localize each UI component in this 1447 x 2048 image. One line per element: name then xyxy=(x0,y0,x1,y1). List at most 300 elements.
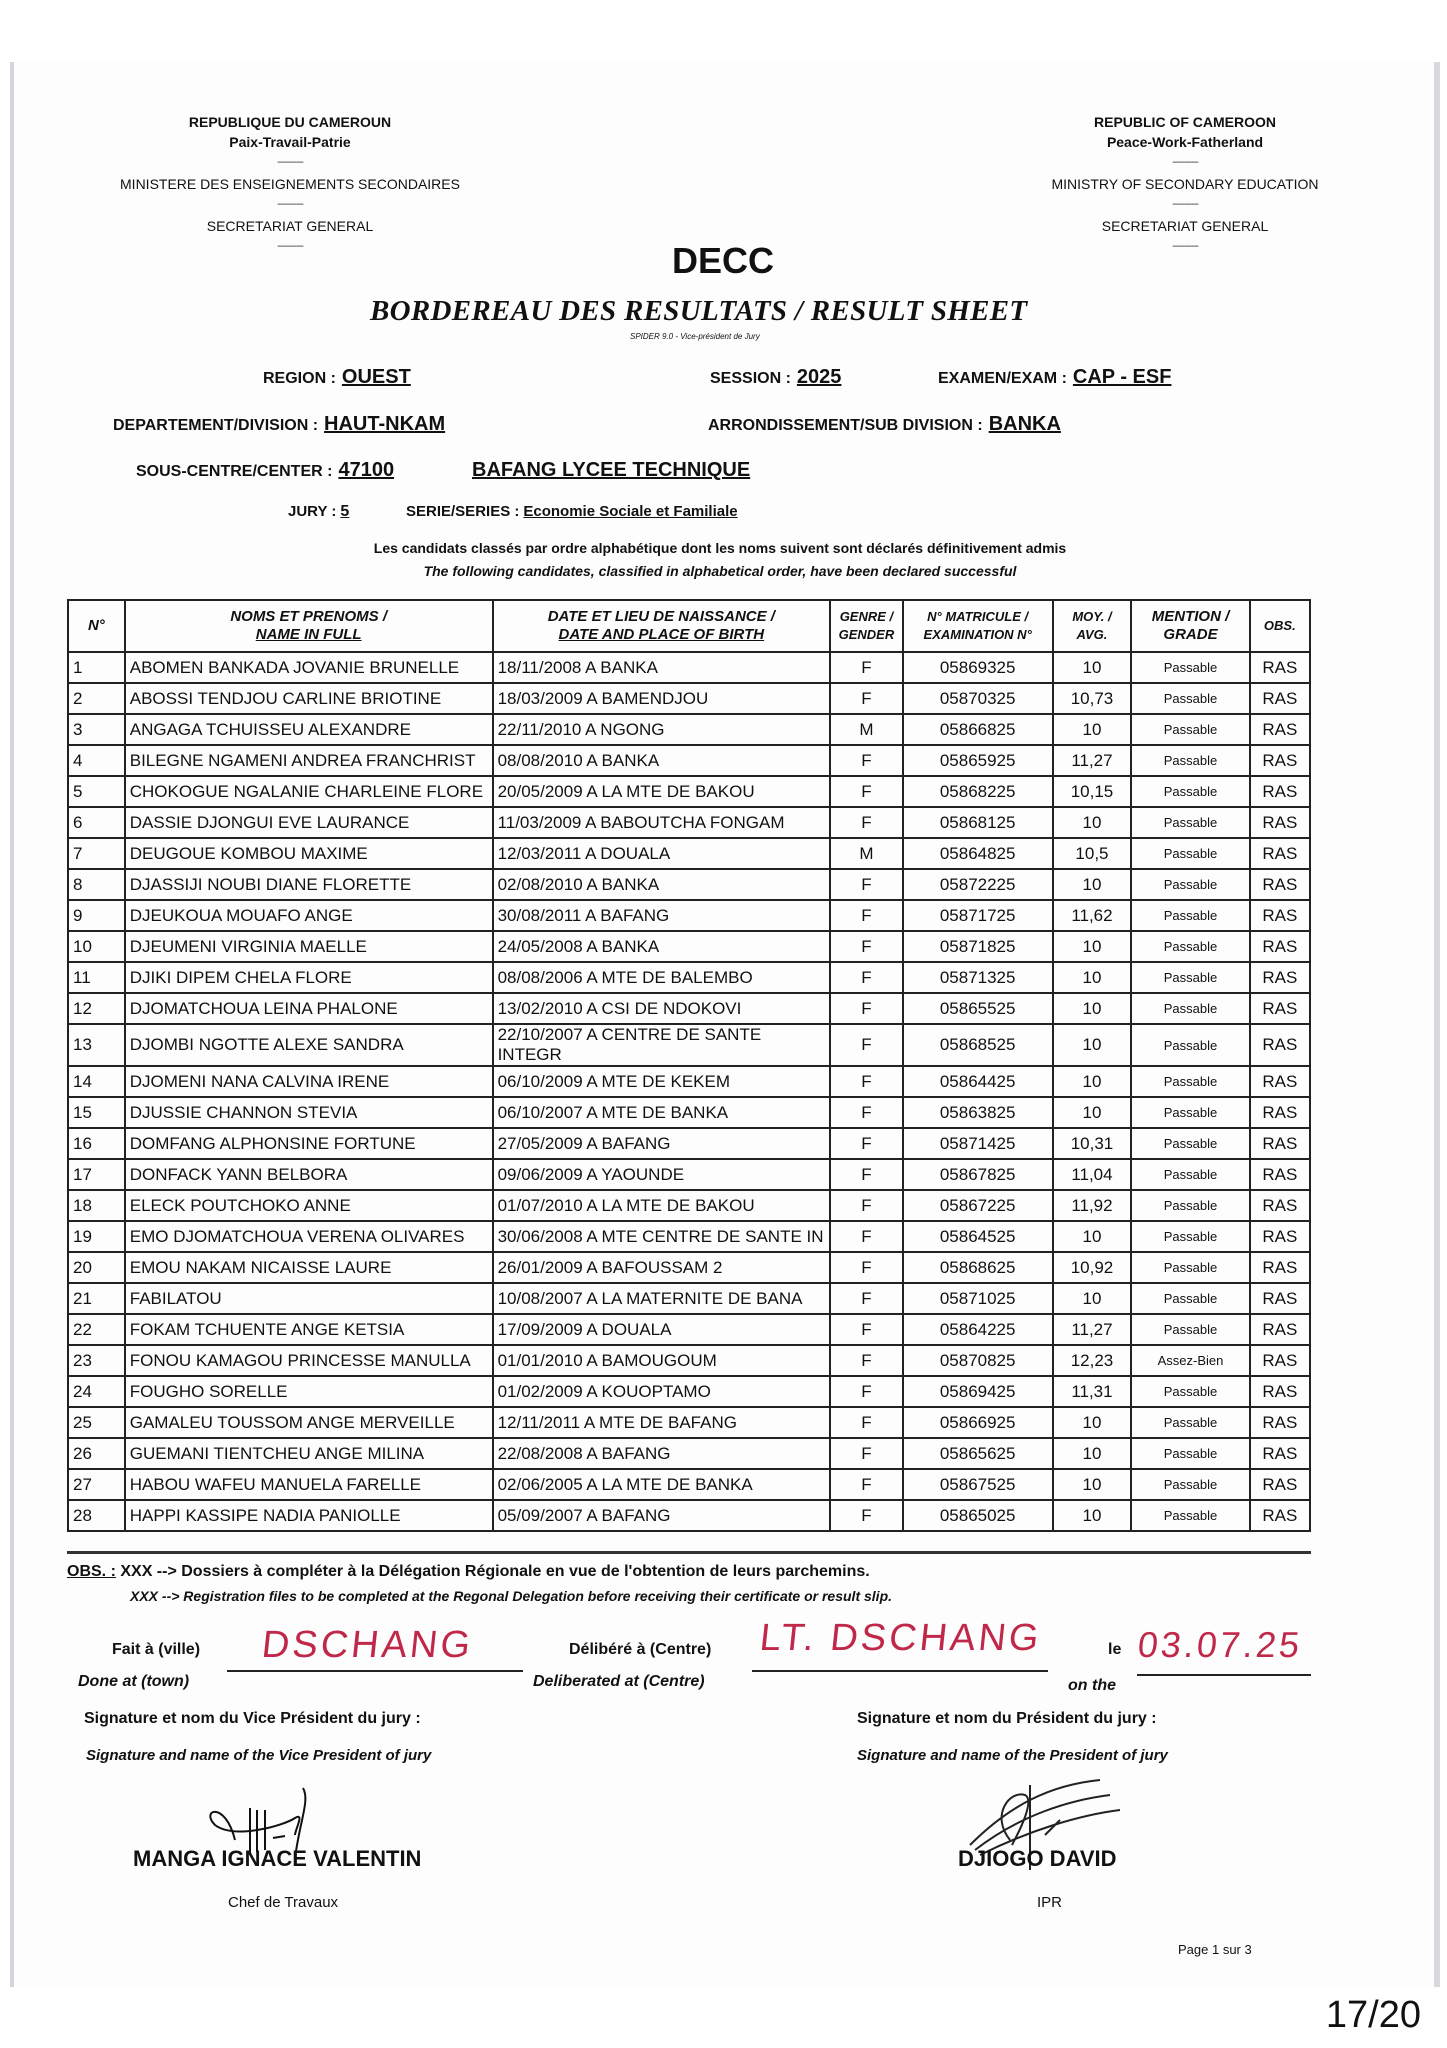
grade: Passable xyxy=(1131,931,1249,962)
exam-field: EXAMEN/EXAM : CAP - ESF xyxy=(938,366,1172,388)
average: 10 xyxy=(1053,993,1132,1024)
grade: Passable xyxy=(1131,1438,1249,1469)
grade: Passable xyxy=(1131,1314,1249,1345)
birth-date-place: 30/06/2008 A MTE CENTRE DE SANTE IN xyxy=(493,1221,831,1252)
birth-date-place: 12/03/2011 A DOUALA xyxy=(493,838,831,869)
average: 10 xyxy=(1053,714,1132,745)
grade: Passable xyxy=(1131,1097,1249,1128)
grade: Assez-Bien xyxy=(1131,1345,1249,1376)
table-row xyxy=(68,745,1310,776)
table-row xyxy=(68,838,1310,869)
exam-number: 05868625 xyxy=(903,1252,1053,1283)
observation: RAS xyxy=(1250,1345,1310,1376)
table-row xyxy=(68,1376,1310,1407)
candidate-name: EMO DJOMATCHOUA VERENA OLIVARES xyxy=(125,1221,493,1252)
average: 10 xyxy=(1053,1500,1132,1531)
average: 10,15 xyxy=(1053,776,1132,807)
table-row xyxy=(68,683,1310,714)
exam-number: 05866925 xyxy=(903,1407,1053,1438)
observation: RAS xyxy=(1250,962,1310,993)
candidate-name: ANGAGA TCHUISSEU ALEXANDRE xyxy=(125,714,493,745)
table-row xyxy=(68,931,1310,962)
exam-number: 05871325 xyxy=(903,962,1053,993)
ministry-fr: MINISTERE DES ENSEIGNEMENTS SECONDAIRES xyxy=(120,176,460,192)
exam-number: 05865525 xyxy=(903,993,1053,1024)
birth-date-place: 02/06/2005 A LA MTE DE BANKA xyxy=(493,1469,831,1500)
table-row xyxy=(68,776,1310,807)
row-number: 2 xyxy=(68,683,125,714)
col-header-name: NOMS ET PRENOMS / NAME IN FULL xyxy=(125,600,493,652)
gender: F xyxy=(830,776,903,807)
gender: F xyxy=(830,1314,903,1345)
average: 10 xyxy=(1053,1407,1132,1438)
table-row xyxy=(68,1500,1310,1531)
country-en: REPUBLIC OF CAMEROON xyxy=(1094,114,1276,130)
exam-number: 05871725 xyxy=(903,900,1053,931)
gender: F xyxy=(830,962,903,993)
gender: F xyxy=(830,807,903,838)
row-number: 22 xyxy=(68,1314,125,1345)
row-number: 18 xyxy=(68,1190,125,1221)
candidate-name: DJIKI DIPEM CHELA FLORE xyxy=(125,962,493,993)
grade: Passable xyxy=(1131,1221,1249,1252)
candidate-name: HAPPI KASSIPE NADIA PANIOLLE xyxy=(125,1500,493,1531)
exam-number: 05864425 xyxy=(903,1066,1053,1097)
observation: RAS xyxy=(1250,807,1310,838)
exam-number: 05864525 xyxy=(903,1221,1053,1252)
col-header-grade: MENTION / GRADE xyxy=(1131,600,1249,652)
president-title: IPR xyxy=(1037,1894,1063,1911)
birth-date-place: 08/08/2010 A BANKA xyxy=(493,745,831,776)
birth-date-place: 01/01/2010 A BAMOUGOUM xyxy=(493,1345,831,1376)
row-number: 20 xyxy=(68,1252,125,1283)
gender: F xyxy=(830,745,903,776)
exam-number: 05865925 xyxy=(903,745,1053,776)
candidate-name: GUEMANI TIENTCHEU ANGE MILINA xyxy=(125,1438,493,1469)
gender: F xyxy=(830,1469,903,1500)
table-row xyxy=(68,1314,1310,1345)
exam-number: 05872225 xyxy=(903,869,1053,900)
motto-en: Peace-Work-Fatherland xyxy=(1106,134,1264,150)
done-at-label-en: Done at (town) xyxy=(78,1673,190,1690)
header-left xyxy=(90,112,490,258)
grade: Passable xyxy=(1131,807,1249,838)
grade: Passable xyxy=(1131,1407,1249,1438)
candidate-name: BILEGNE NGAMENI ANDREA FRANCHRIST xyxy=(125,745,493,776)
observation: RAS xyxy=(1250,1252,1310,1283)
grade: Passable xyxy=(1131,1159,1249,1190)
birth-date-place: 13/02/2010 A CSI DE NDOKOVI xyxy=(493,993,831,1024)
col-header-gender: GENRE / GENDER xyxy=(830,600,903,652)
results-table xyxy=(67,599,1311,1532)
average: 10,73 xyxy=(1053,683,1132,714)
col-header-exam-number: N° MATRICULE / EXAMINATION N° xyxy=(903,600,1053,652)
average: 11,31 xyxy=(1053,1376,1132,1407)
grade: Passable xyxy=(1131,838,1249,869)
observation: RAS xyxy=(1250,931,1310,962)
president-signature-label-fr: Signature et nom du Président du jury : xyxy=(857,1710,1157,1727)
average: 10 xyxy=(1053,807,1132,838)
exam-number: 05870825 xyxy=(903,1345,1053,1376)
candidate-name: ABOMEN BANKADA JOVANIE BRUNELLE xyxy=(125,652,493,683)
exam-number: 05867825 xyxy=(903,1159,1053,1190)
document-title: BORDEREAU DES RESULTATS / RESULT SHEET xyxy=(370,295,1028,327)
jury-value: 5 xyxy=(340,503,350,520)
birth-date-place: 18/11/2008 A BANKA xyxy=(493,652,831,683)
header-right xyxy=(985,112,1385,258)
birth-date-place: 06/10/2007 A MTE DE BANKA xyxy=(493,1097,831,1128)
grade: Passable xyxy=(1131,1252,1249,1283)
image-counter: 17/20 xyxy=(1325,1994,1421,2036)
done-at-line xyxy=(227,1670,523,1672)
average: 10 xyxy=(1053,1221,1132,1252)
table-row xyxy=(68,1345,1310,1376)
candidate-name: FABILATOU xyxy=(125,1283,493,1314)
obs-note-fr: OBS. : XXX --> Dossiers à compléter à la Délégation Régionale en vue de l'obtention de leurs parchemins. xyxy=(67,1563,870,1580)
table-row xyxy=(68,1283,1310,1314)
president-name: DJIOGO DAVID xyxy=(958,1846,1117,1871)
candidate-name: FONOU KAMAGOU PRINCESSE MANULLA xyxy=(125,1345,493,1376)
motto-fr: Paix-Travail-Patrie xyxy=(229,134,351,150)
subdivision-value: BANKA xyxy=(988,413,1061,435)
gender: F xyxy=(830,1252,903,1283)
average: 10 xyxy=(1053,1024,1132,1066)
observation: RAS xyxy=(1250,683,1310,714)
grade: Passable xyxy=(1131,900,1249,931)
average: 11,27 xyxy=(1053,745,1132,776)
row-number: 4 xyxy=(68,745,125,776)
secretariat-en: SECRETARIAT GENERAL xyxy=(1101,218,1269,234)
table-row xyxy=(68,1159,1310,1190)
exam-number: 05868225 xyxy=(903,776,1053,807)
session-field: SESSION : 2025 xyxy=(710,366,842,388)
row-number: 7 xyxy=(68,838,125,869)
gender: F xyxy=(830,1024,903,1066)
average: 10,31 xyxy=(1053,1128,1132,1159)
center-code: 47100 xyxy=(338,459,395,481)
candidate-name: EMOU NAKAM NICAISSE LAURE xyxy=(125,1252,493,1283)
birth-date-place: 01/07/2010 A LA MTE DE BAKOU xyxy=(493,1190,831,1221)
table-row xyxy=(68,1190,1310,1221)
series-value: Economie Sociale et Familiale xyxy=(523,503,738,520)
average: 10 xyxy=(1053,1438,1132,1469)
table-header-row xyxy=(68,600,1310,652)
observation: RAS xyxy=(1250,1221,1310,1252)
birth-date-place: 22/10/2007 A CENTRE DE SANTE INTEGR xyxy=(493,1024,831,1066)
candidate-name: DJUSSIE CHANNON STEVIA xyxy=(125,1097,493,1128)
gender: F xyxy=(830,900,903,931)
observation: RAS xyxy=(1250,1407,1310,1438)
gender: F xyxy=(830,1221,903,1252)
gender: F xyxy=(830,1066,903,1097)
birth-date-place: 24/05/2008 A BANKA xyxy=(493,931,831,962)
session-value: 2025 xyxy=(796,366,842,388)
birth-date-place: 01/02/2009 A KOUOPTAMO xyxy=(493,1376,831,1407)
obs-label: OBS. : xyxy=(67,1563,116,1580)
gender: F xyxy=(830,1407,903,1438)
observation: RAS xyxy=(1250,1024,1310,1066)
birth-date-place: 22/11/2010 A NGONG xyxy=(493,714,831,745)
table-row xyxy=(68,1221,1310,1252)
table-row xyxy=(68,714,1310,745)
separator: ----------- xyxy=(1172,199,1198,210)
grade: Passable xyxy=(1131,776,1249,807)
row-number: 27 xyxy=(68,1469,125,1500)
separator: ----------- xyxy=(277,241,303,252)
gender: F xyxy=(830,1283,903,1314)
deliberated-label-fr: Délibéré à (Centre) xyxy=(569,1641,712,1658)
gender: M xyxy=(830,714,903,745)
exam-number: 05864225 xyxy=(903,1314,1053,1345)
row-number: 19 xyxy=(68,1221,125,1252)
birth-date-place: 09/06/2009 A YAOUNDE xyxy=(493,1159,831,1190)
birth-date-place: 12/11/2011 A MTE DE BAFANG xyxy=(493,1407,831,1438)
table-row xyxy=(68,1469,1310,1500)
exam-number: 05869425 xyxy=(903,1376,1053,1407)
region-value: OUEST xyxy=(341,366,411,388)
birth-date-place: 27/05/2009 A BAFANG xyxy=(493,1128,831,1159)
average: 10 xyxy=(1053,1469,1132,1500)
row-number: 14 xyxy=(68,1066,125,1097)
row-number: 15 xyxy=(68,1097,125,1128)
divider xyxy=(67,1551,1311,1554)
observation: RAS xyxy=(1250,1159,1310,1190)
row-number: 23 xyxy=(68,1345,125,1376)
table-row xyxy=(68,807,1310,838)
candidate-name: HABOU WAFEU MANUELA FARELLE xyxy=(125,1469,493,1500)
row-number: 12 xyxy=(68,993,125,1024)
candidate-name: DONFACK YANN BELBORA xyxy=(125,1159,493,1190)
candidate-name: GAMALEU TOUSSOM ANGE MERVEILLE xyxy=(125,1407,493,1438)
birth-date-place: 20/05/2009 A LA MTE DE BAKOU xyxy=(493,776,831,807)
grade: Passable xyxy=(1131,1469,1249,1500)
grade: Passable xyxy=(1131,993,1249,1024)
observation: RAS xyxy=(1250,1190,1310,1221)
vp-signature-label-en: Signature and name of the Vice President of jury xyxy=(86,1747,432,1764)
gender: M xyxy=(830,838,903,869)
gender: F xyxy=(830,1190,903,1221)
exam-number: 05868125 xyxy=(903,807,1053,838)
subdivision-field: ARRONDISSEMENT/SUB DIVISION : BANKA xyxy=(708,413,1061,435)
exam-number: 05863825 xyxy=(903,1097,1053,1128)
separator: ----------- xyxy=(277,157,303,168)
table-row xyxy=(68,1252,1310,1283)
birth-date-place: 08/08/2006 A MTE DE BALEMBO xyxy=(493,962,831,993)
candidate-name: DJASSIJI NOUBI DIANE FLORETTE xyxy=(125,869,493,900)
row-number: 9 xyxy=(68,900,125,931)
table-row xyxy=(68,1438,1310,1469)
observation: RAS xyxy=(1250,776,1310,807)
grade: Passable xyxy=(1131,683,1249,714)
average: 10 xyxy=(1053,1066,1132,1097)
average: 10 xyxy=(1053,869,1132,900)
row-number: 13 xyxy=(68,1024,125,1066)
row-number: 17 xyxy=(68,1159,125,1190)
done-at-label-fr: Fait à (ville) xyxy=(112,1641,201,1658)
row-number: 3 xyxy=(68,714,125,745)
secretariat-fr: SECRETARIAT GENERAL xyxy=(206,218,374,234)
gender: F xyxy=(830,1128,903,1159)
vp-signature-label-fr: Signature et nom du Vice Président du jury : xyxy=(84,1710,421,1727)
row-number: 8 xyxy=(68,869,125,900)
table-row xyxy=(68,1128,1310,1159)
date-label-en: on the xyxy=(1068,1677,1116,1694)
candidate-name: DASSIE DJONGUI EVE LAURANCE xyxy=(125,807,493,838)
gender: F xyxy=(830,1345,903,1376)
table-row xyxy=(68,652,1310,683)
observation: RAS xyxy=(1250,714,1310,745)
deliberated-label-en: Deliberated at (Centre) xyxy=(533,1673,705,1690)
exam-number: 05867525 xyxy=(903,1469,1053,1500)
gender: F xyxy=(830,993,903,1024)
table-row xyxy=(68,869,1310,900)
center-field: SOUS-CENTRE/CENTER : 47100 xyxy=(136,459,395,481)
gender: F xyxy=(830,683,903,714)
grade: Passable xyxy=(1131,1376,1249,1407)
declaration-en: The following candidates, classified in alphabetical order, have been declared successful xyxy=(423,563,1017,579)
candidate-name: CHOKOGUE NGALANIE CHARLEINE FLORE xyxy=(125,776,493,807)
average: 11,04 xyxy=(1053,1159,1132,1190)
observation: RAS xyxy=(1250,745,1310,776)
ministry-en: MINISTRY OF SECONDARY EDUCATION xyxy=(1051,176,1319,192)
average: 10 xyxy=(1053,652,1132,683)
birth-date-place: 26/01/2009 A BAFOUSSAM 2 xyxy=(493,1252,831,1283)
observation: RAS xyxy=(1250,1500,1310,1531)
grade: Passable xyxy=(1131,869,1249,900)
row-number: 25 xyxy=(68,1407,125,1438)
candidate-name: DJOMENI NANA CALVINA IRENE xyxy=(125,1066,493,1097)
exam-number: 05871425 xyxy=(903,1128,1053,1159)
candidate-name: DEUGOUE KOMBOU MAXIME xyxy=(125,838,493,869)
date-handwritten: 03.07.25 xyxy=(1135,1624,1305,1665)
gender: F xyxy=(830,652,903,683)
president-signature-label-en: Signature and name of the President of jury xyxy=(857,1747,1168,1764)
average: 10 xyxy=(1053,1283,1132,1314)
grade: Passable xyxy=(1131,652,1249,683)
average: 10,92 xyxy=(1053,1252,1132,1283)
obs-note-en: XXX --> Registration files to be completed at the Regonal Delegation before receiving their certificate or result slip. xyxy=(130,1588,893,1604)
average: 10 xyxy=(1053,1097,1132,1128)
gender: F xyxy=(830,1097,903,1128)
candidate-name: DJOMATCHOUA LEINA PHALONE xyxy=(125,993,493,1024)
exam-number: 05870325 xyxy=(903,683,1053,714)
col-header-average: MOY. / AVG. xyxy=(1053,600,1132,652)
region-field: REGION : OUEST xyxy=(263,366,411,388)
candidate-name: DJEUMENI VIRGINIA MAELLE xyxy=(125,931,493,962)
gender: F xyxy=(830,1438,903,1469)
row-number: 16 xyxy=(68,1128,125,1159)
average: 10,5 xyxy=(1053,838,1132,869)
document-subtitle: SPIDER 9.0 - Vice-président de Jury xyxy=(630,332,760,341)
grade: Passable xyxy=(1131,1283,1249,1314)
candidate-name: FOKAM TCHUENTE ANGE KETSIA xyxy=(125,1314,493,1345)
col-header-obs: OBS. xyxy=(1250,600,1310,652)
birth-date-place: 06/10/2009 A MTE DE KEKEM xyxy=(493,1066,831,1097)
gender: F xyxy=(830,1376,903,1407)
gender: F xyxy=(830,931,903,962)
separator: ----------- xyxy=(1172,241,1198,252)
grade: Passable xyxy=(1131,1066,1249,1097)
division-field: DEPARTEMENT/DIVISION : HAUT-NKAM xyxy=(113,413,446,435)
gender: F xyxy=(830,1159,903,1190)
birth-date-place: 05/09/2007 A BAFANG xyxy=(493,1500,831,1531)
birth-date-place: 02/08/2010 A BANKA xyxy=(493,869,831,900)
col-header-birth: DATE ET LIEU DE NAISSANCE / DATE AND PLACE OF BIRTH xyxy=(493,600,831,652)
center-name: BAFANG LYCEE TECHNIQUE xyxy=(472,459,751,481)
exam-number: 05871825 xyxy=(903,931,1053,962)
date-label-fr: le xyxy=(1108,1641,1122,1658)
average: 12,23 xyxy=(1053,1345,1132,1376)
candidate-name: FOUGHO SORELLE xyxy=(125,1376,493,1407)
org-name: DECC xyxy=(672,240,775,281)
exam-number: 05865625 xyxy=(903,1438,1053,1469)
observation: RAS xyxy=(1250,1128,1310,1159)
candidate-name: DOMFANG ALPHONSINE FORTUNE xyxy=(125,1128,493,1159)
observation: RAS xyxy=(1250,993,1310,1024)
row-number: 28 xyxy=(68,1500,125,1531)
table-row xyxy=(68,1407,1310,1438)
row-number: 11 xyxy=(68,962,125,993)
col-header-number: N° xyxy=(68,600,125,652)
page-info: Page 1 sur 3 xyxy=(1178,1942,1252,1957)
country-fr: REPUBLIQUE DU CAMEROUN xyxy=(188,114,392,130)
observation: RAS xyxy=(1250,838,1310,869)
grade: Passable xyxy=(1131,1190,1249,1221)
exam-number: 05864825 xyxy=(903,838,1053,869)
row-number: 6 xyxy=(68,807,125,838)
candidate-name: ELECK POUTCHOKO ANNE xyxy=(125,1190,493,1221)
date-line xyxy=(1137,1674,1311,1676)
exam-number: 05871025 xyxy=(903,1283,1053,1314)
row-number: 10 xyxy=(68,931,125,962)
gender: F xyxy=(830,1500,903,1531)
row-number: 21 xyxy=(68,1283,125,1314)
division-value: HAUT-NKAM xyxy=(324,413,446,435)
table-row xyxy=(68,993,1310,1024)
deliberated-line xyxy=(752,1670,1048,1672)
results-body xyxy=(68,652,1310,1531)
table-row xyxy=(68,962,1310,993)
exam-number: 05867225 xyxy=(903,1190,1053,1221)
jury-field: JURY : 5 xyxy=(288,503,350,520)
separator: ----------- xyxy=(277,199,303,210)
table-row xyxy=(68,1097,1310,1128)
average: 10 xyxy=(1053,962,1132,993)
candidate-name: DJOMBI NGOTTE ALEXE SANDRA xyxy=(125,1024,493,1066)
observation: RAS xyxy=(1250,1314,1310,1345)
grade: Passable xyxy=(1131,962,1249,993)
birth-date-place: 10/08/2007 A LA MATERNITE DE BANA xyxy=(493,1283,831,1314)
average: 10 xyxy=(1053,931,1132,962)
grade: Passable xyxy=(1131,1128,1249,1159)
row-number: 5 xyxy=(68,776,125,807)
observation: RAS xyxy=(1250,1438,1310,1469)
observation: RAS xyxy=(1250,1283,1310,1314)
birth-date-place: 22/08/2008 A BAFANG xyxy=(493,1438,831,1469)
exam-number: 05866825 xyxy=(903,714,1053,745)
observation: RAS xyxy=(1250,900,1310,931)
grade: Passable xyxy=(1131,714,1249,745)
average: 11,62 xyxy=(1053,900,1132,931)
grade: Passable xyxy=(1131,1024,1249,1066)
deliberated-handwritten: LT. DSCHANG xyxy=(757,1617,1044,1659)
birth-date-place: 30/08/2011 A BAFANG xyxy=(493,900,831,931)
row-number: 1 xyxy=(68,652,125,683)
candidate-name: DJEUKOUA MOUAFO ANGE xyxy=(125,900,493,931)
separator: ----------- xyxy=(1172,157,1198,168)
average: 11,27 xyxy=(1053,1314,1132,1345)
exam-value: CAP - ESF xyxy=(1072,366,1172,388)
